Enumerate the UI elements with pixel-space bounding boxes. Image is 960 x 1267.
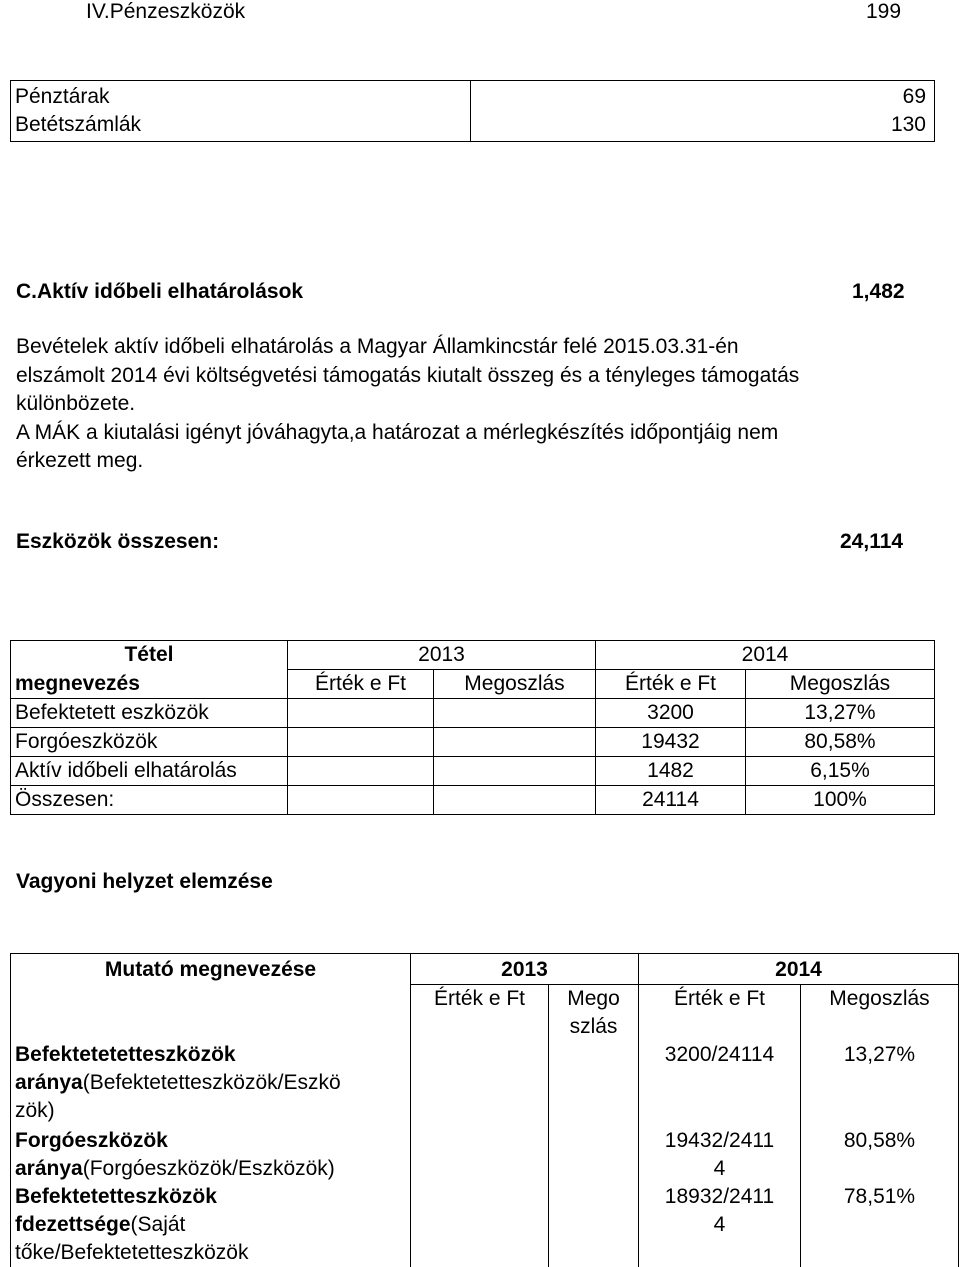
section-iv-title: IV.Pénzeszközök [86, 0, 246, 23]
row-name: Aktív időbeli elhatárolás [11, 757, 288, 786]
ratio-row-name [11, 1127, 411, 1183]
table-row [11, 699, 935, 728]
ratio-share-2013 [549, 1127, 639, 1183]
analysis-title: Vagyoni helyzet elemzése [16, 870, 273, 893]
row-value-2014: 19432 [596, 728, 746, 757]
ratio-name-tail: zök) [15, 1099, 55, 1122]
year-2014-header: 2014 [596, 641, 935, 670]
table-row [11, 81, 935, 112]
row-share-2014: 100% [746, 786, 935, 815]
paragraph-line: különbözete. [16, 392, 136, 415]
table-row [11, 728, 935, 757]
assets-total-value: 24,114 [840, 530, 904, 553]
row-value-2014: 24114 [596, 786, 746, 815]
share-2013-header-line1: Mego [567, 987, 620, 1010]
row-name: Befektetett eszközök [11, 699, 288, 728]
ratio-value-2014 [639, 1127, 801, 1183]
cash-table [10, 80, 935, 142]
ratio-table [10, 953, 959, 1267]
ratio-name-bold2: aránya [15, 1157, 83, 1180]
table-row [11, 757, 935, 786]
assets-table [10, 640, 935, 815]
ratio-value-2014-line2: 4 [713, 1157, 726, 1180]
table-row [11, 1041, 959, 1127]
ratio-value-2014-line1: 3200/24114 [664, 1043, 775, 1066]
ratio-name-tail: tőke/Befektetetteszközök [15, 1241, 249, 1264]
year-2013-header: 2013 [288, 641, 596, 670]
item-header-line1: Tétel [11, 641, 288, 670]
section-c-value: 1,482 [852, 280, 905, 303]
cash-row-value: 69 [471, 81, 935, 112]
ratio-share-2013 [549, 1041, 639, 1127]
cash-row-label: Betétszámlák [15, 113, 142, 136]
row-share-2013 [434, 728, 596, 757]
row-share-2014: 80,58% [746, 728, 935, 757]
ratio-name-bold: Forgóeszközök [15, 1129, 168, 1152]
ratio-value-2013 [411, 1041, 549, 1127]
ratio-value-2013 [411, 1183, 549, 1267]
table-row [11, 111, 935, 142]
section-c-paragraph [16, 333, 916, 476]
row-share-2013 [434, 699, 596, 728]
row-name: Forgóeszközök [11, 728, 288, 757]
row-share-2014: 6,15% [746, 757, 935, 786]
row-value-2014: 1482 [596, 757, 746, 786]
share-2013-header-line2: szlás [569, 1015, 618, 1038]
paragraph-line: elszámolt 2014 évi költségvetési támogatás kiutalt összeg és a tényleges támogatás [16, 363, 800, 387]
ratio-row-name [11, 1041, 411, 1127]
section-iv-value: 199 [866, 0, 902, 23]
table-row [11, 670, 935, 699]
ratio-value-2014-line1: 19432/2411 [664, 1129, 775, 1152]
share-2013-header [549, 985, 639, 1042]
table-row [11, 786, 935, 815]
item-header-line2: megnevezés [11, 670, 288, 699]
ratio-row-name [11, 1183, 411, 1267]
ratio-value-2014-line2: 4 [713, 1213, 726, 1236]
ratio-value-2014-line1: 18932/2411 [664, 1185, 775, 1208]
cash-row-label: Pénztárak [15, 85, 110, 108]
year-2014-header: 2014 [639, 954, 959, 985]
row-share-2013 [434, 757, 596, 786]
row-name: Összesen: [11, 786, 288, 815]
value-2013-header: Érték e Ft [288, 670, 434, 699]
row-value-2013 [288, 728, 434, 757]
share-2013-header: Megoszlás [434, 670, 596, 699]
row-share-2014: 13,27% [746, 699, 935, 728]
table-row [11, 641, 935, 670]
row-value-2014: 3200 [596, 699, 746, 728]
table-row [11, 985, 959, 1042]
ratio-name-rest: (Befektetetteszközök/Eszkö [82, 1071, 341, 1094]
ratio-share-2014: 80,58% [801, 1127, 959, 1183]
ratio-name-rest: (Forgóeszközök/Eszközök) [82, 1157, 335, 1180]
table-row [11, 1183, 959, 1267]
ratio-share-2014: 78,51% [801, 1183, 959, 1267]
row-share-2013 [434, 786, 596, 815]
paragraph-line: érkezett meg. [16, 449, 144, 472]
cash-row-value: 130 [471, 111, 935, 142]
ratio-header-empty [11, 985, 411, 1042]
ratio-name-bold: Befektetetteszközök [15, 1185, 217, 1208]
ratio-value-2014 [639, 1183, 801, 1267]
ratio-share-2014: 13,27% [801, 1041, 959, 1127]
row-value-2013 [288, 757, 434, 786]
ratio-name-bold: Befektetetetteszközök [15, 1043, 236, 1066]
year-2013-header: 2013 [411, 954, 639, 985]
table-row [11, 1127, 959, 1183]
row-value-2013 [288, 699, 434, 728]
value-2014-header: Érték e Ft [639, 985, 801, 1042]
table-row [11, 954, 959, 985]
value-2013-header: Érték e Ft [411, 985, 549, 1042]
paragraph-line: Bevételek aktív időbeli elhatárolás a Magyar Államkincstár felé 2015.03.31-én [16, 335, 739, 358]
ratio-name-bold2: fdezettsége [15, 1213, 131, 1236]
row-value-2013 [288, 786, 434, 815]
ratio-name-header: Mutató megnevezése [11, 954, 411, 985]
share-2014-header: Megoszlás [801, 985, 959, 1042]
ratio-value-2014 [639, 1041, 801, 1127]
ratio-name-bold2: aránya [15, 1071, 83, 1094]
share-2014-header: Megoszlás [746, 670, 935, 699]
assets-total-label: Eszközök összesen: [16, 530, 220, 553]
paragraph-line: A MÁK a kiutalási igényt jóváhagyta,a határozat a mérlegkészítés időpontjáig nem [16, 420, 779, 444]
ratio-share-2013 [549, 1183, 639, 1267]
ratio-name-rest: (Saját [130, 1213, 186, 1236]
value-2014-header: Érték e Ft [596, 670, 746, 699]
ratio-value-2013 [411, 1127, 549, 1183]
section-c-title: C.Aktív időbeli elhatárolások [16, 280, 304, 303]
